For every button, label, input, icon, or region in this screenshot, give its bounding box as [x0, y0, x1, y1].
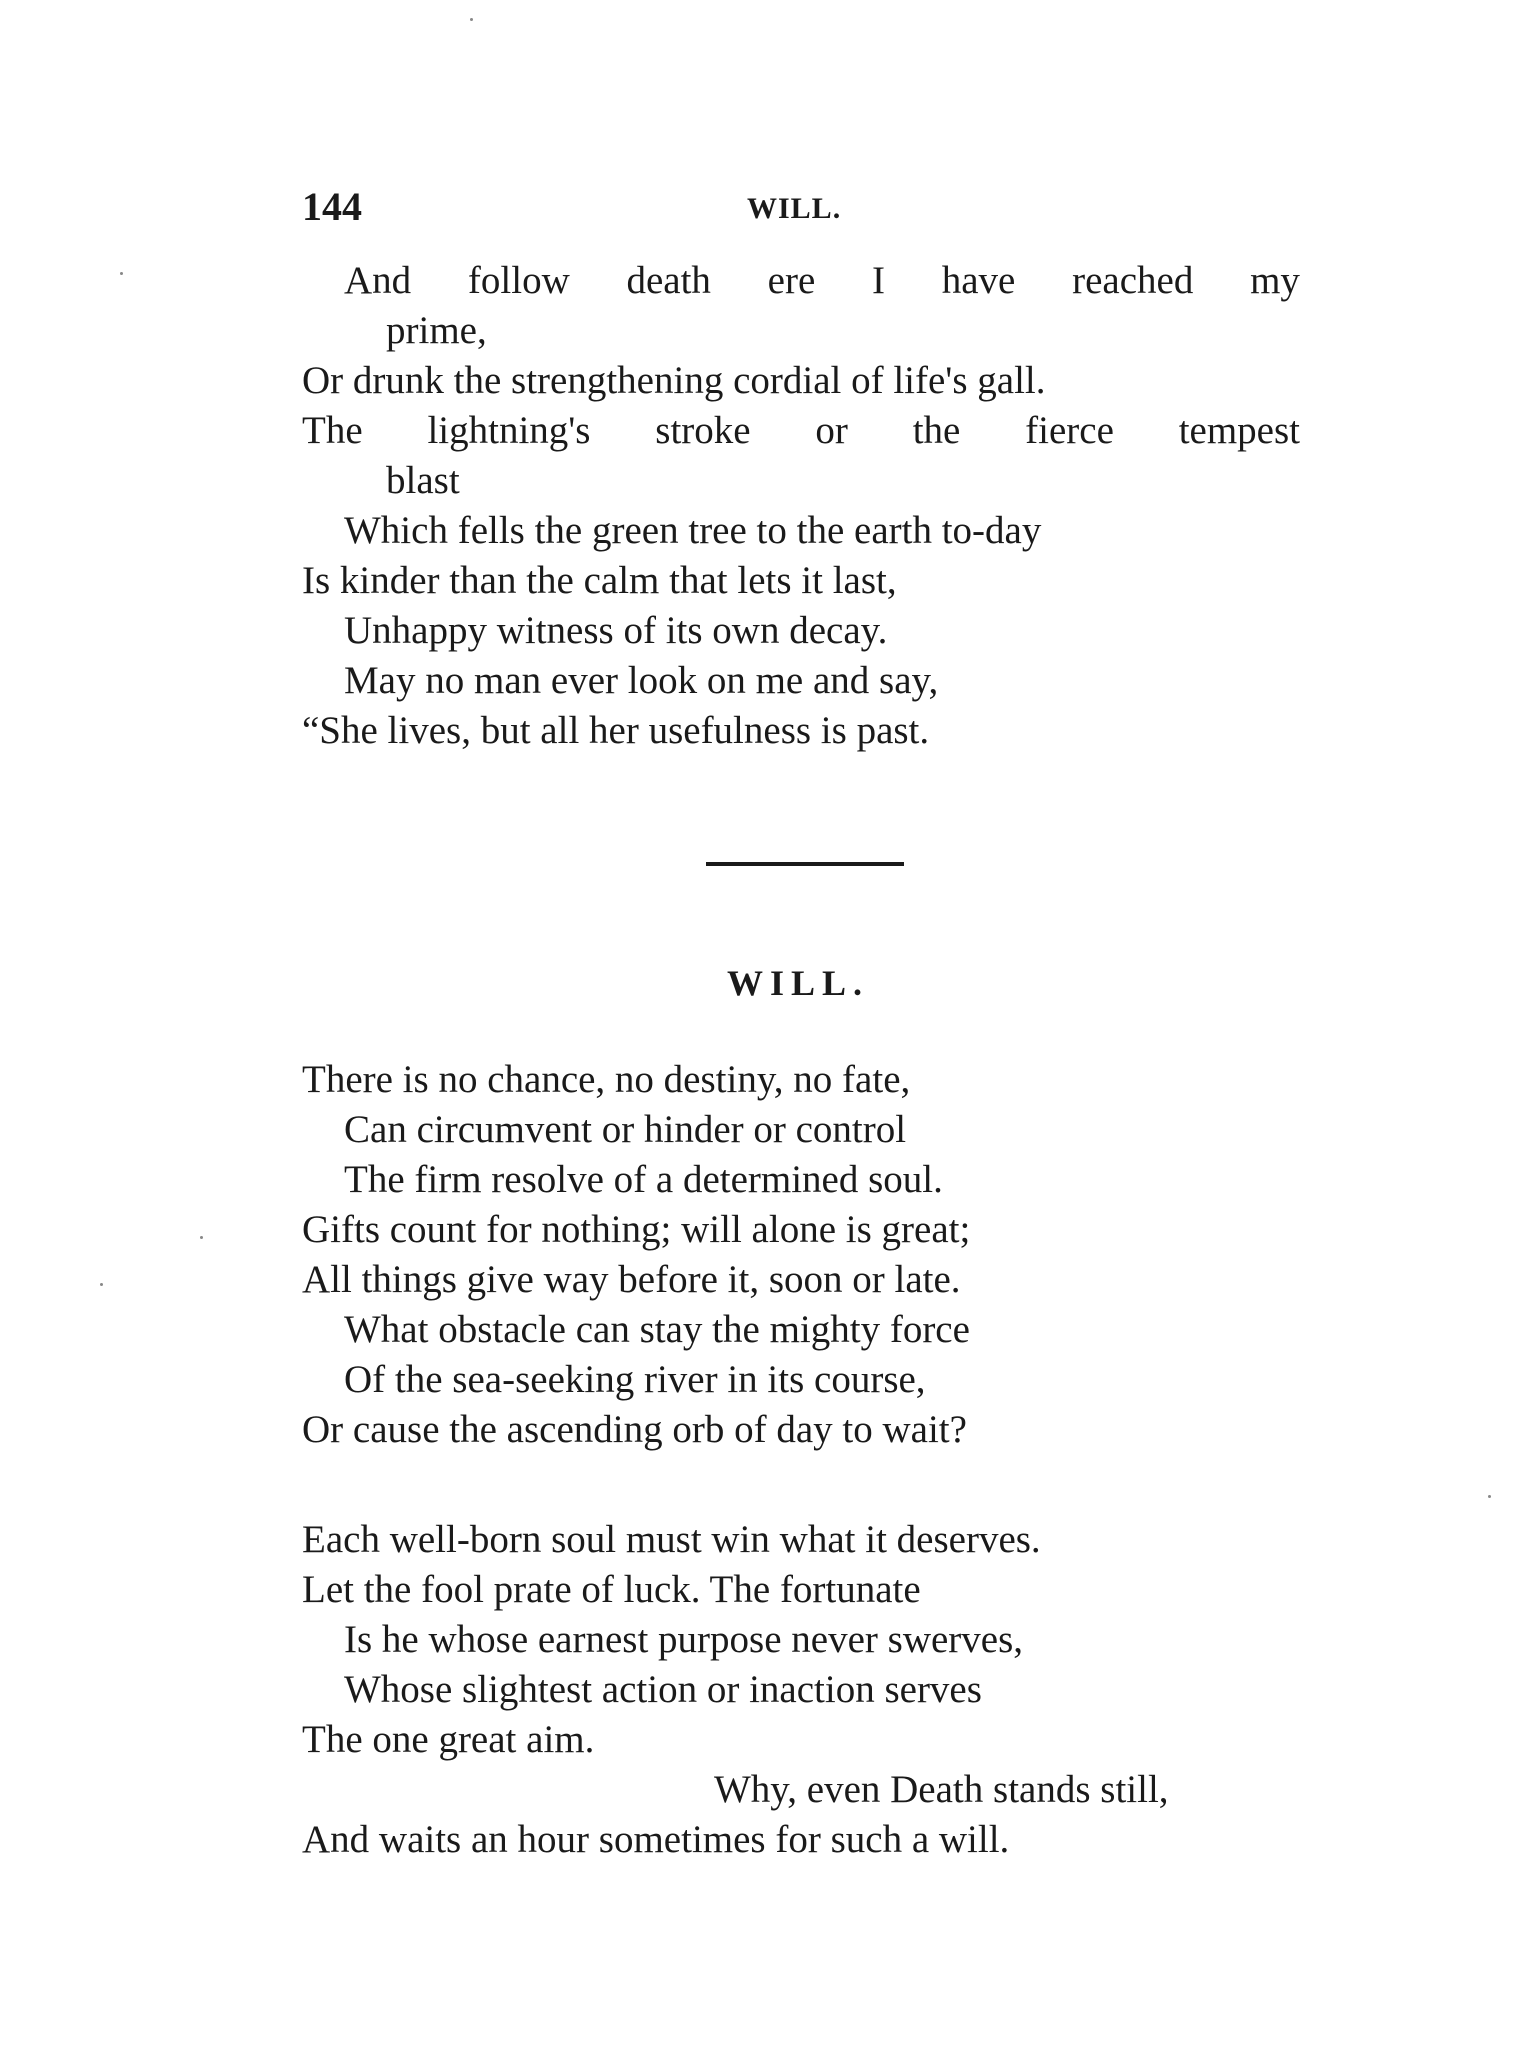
verse-line: prime, [386, 309, 487, 352]
word: reached [1072, 259, 1194, 302]
word: the [912, 409, 961, 452]
verse-line: There is no chance, no destiny, no fate, [302, 1058, 911, 1101]
verse-line: All things give way before it, soon or late. [302, 1258, 961, 1301]
verse-line: “She lives, but all her usefulness is past. [302, 709, 930, 752]
stanza-2 [302, 1515, 1302, 1865]
scan-speck [1488, 1495, 1491, 1498]
word: death [626, 259, 711, 302]
page-number: 144 [302, 184, 362, 229]
verse-line [302, 406, 1302, 456]
verse-line: Which fells the green tree to the earth to-day [344, 509, 1042, 552]
word: or [815, 409, 848, 452]
word: I [872, 259, 886, 302]
verse-line [302, 256, 1302, 306]
word: ere [767, 259, 816, 302]
word: tempest [1178, 409, 1300, 452]
verse-line: Is he whose earnest purpose never swerves, [344, 1618, 1024, 1661]
scan-speck [100, 1283, 103, 1286]
verse-line: What obstacle can stay the mighty force [344, 1308, 970, 1351]
scan-speck [470, 18, 473, 21]
running-head: WILL. [747, 192, 842, 225]
stanza-1 [302, 1055, 1302, 1455]
verse-line: Of the sea-seeking river in its course, [344, 1358, 926, 1401]
verse-line: Whose slightest action or inaction serves [344, 1668, 982, 1711]
word: follow [467, 259, 570, 302]
verse-line: Why, even Death stands still, [714, 1768, 1169, 1811]
word: The [302, 409, 363, 452]
scan-speck [200, 1236, 203, 1239]
verse-line: Or cause the ascending orb of day to wait? [302, 1408, 967, 1451]
word: have [941, 259, 1016, 302]
verse-line: Let the fool prate of luck. The fortunate [302, 1568, 921, 1611]
verse-line: Or drunk the strengthening cordial of life's gall. [302, 359, 1046, 402]
previous-poem-end [302, 256, 1302, 756]
word: my [1250, 259, 1300, 302]
verse-line: Can circumvent or hinder or control [344, 1108, 907, 1151]
section-divider [706, 862, 904, 866]
word: lightning's [427, 409, 591, 452]
verse-line: The one great aim. [302, 1718, 595, 1761]
verse-line: Each well-born soul must win what it deserves. [302, 1518, 1041, 1561]
verse-line: Gifts count for nothing; will alone is great; [302, 1208, 971, 1251]
word: fierce [1025, 409, 1114, 452]
poem-title: WILL. [727, 963, 870, 1003]
word: And [344, 259, 412, 302]
word: stroke [655, 409, 751, 452]
verse-line: The firm resolve of a determined soul. [344, 1158, 943, 1201]
scan-speck [120, 272, 123, 275]
verse-line: And waits an hour sometimes for such a will. [302, 1818, 1010, 1861]
verse-line: Unhappy witness of its own decay. [344, 609, 888, 652]
verse-line: May no man ever look on me and say, [344, 659, 939, 702]
verse-line: Is kinder than the calm that lets it last, [302, 559, 897, 602]
verse-line: blast [386, 459, 460, 502]
